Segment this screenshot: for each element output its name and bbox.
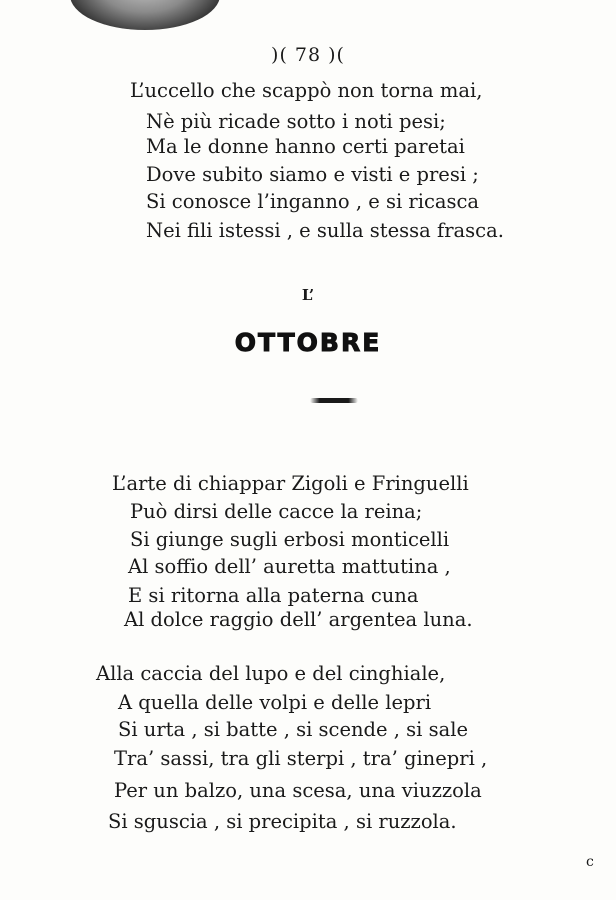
verse-line: Si sguscia , si precipita , si ruzzola. — [108, 810, 457, 833]
verse-line: Può dirsi delle cacce la reina; — [130, 500, 423, 523]
verse-line: Nè più ricade sotto i noti pesi; — [146, 110, 446, 133]
verse-line: Ma le donne hanno certi paretai — [146, 135, 465, 158]
verse-line: Dove subito siamo e visti e presi ; — [146, 163, 479, 186]
ornament-icon — [70, 0, 220, 30]
verse-line: Si urta , si batte , si scende , si sale — [118, 718, 469, 741]
verse-line: Si giunge sugli erbosi monticelli — [130, 528, 450, 551]
verse-line: Al dolce raggio dell’ argentea luna. — [124, 608, 473, 631]
verse-line: L’uccello che scappò non torna mai, — [130, 79, 483, 102]
verse-line: L’arte di chiappar Zigoli e Fringuelli — [112, 472, 469, 495]
chapter-title: OTTOBRE — [234, 328, 382, 357]
verse-line: Si conosce l’inganno , e si ricasca — [146, 190, 480, 213]
page-number: )( 78 )( — [271, 44, 345, 66]
verse-line: A quella delle volpi e delle lepri — [118, 691, 432, 714]
verse-line: E si ritorna alla paterna cuna — [128, 584, 419, 607]
verse-line: Tra’ sassi, tra gli sterpi , tra’ ginepri , — [114, 747, 488, 770]
verse-line: Per un balzo, una scesa, una viuzzola — [114, 779, 482, 802]
verse-line: Nei fili istessi , e sulla stessa frasca. — [146, 219, 504, 242]
verse-line: Al soffio dell’ auretta mattutina , — [128, 555, 451, 578]
verse-line: Alla caccia del lupo e del cinghiale, — [96, 662, 446, 685]
ornamental-rule — [310, 398, 358, 403]
heading-article: L’ — [301, 286, 315, 304]
margin-mark: c — [586, 854, 594, 870]
